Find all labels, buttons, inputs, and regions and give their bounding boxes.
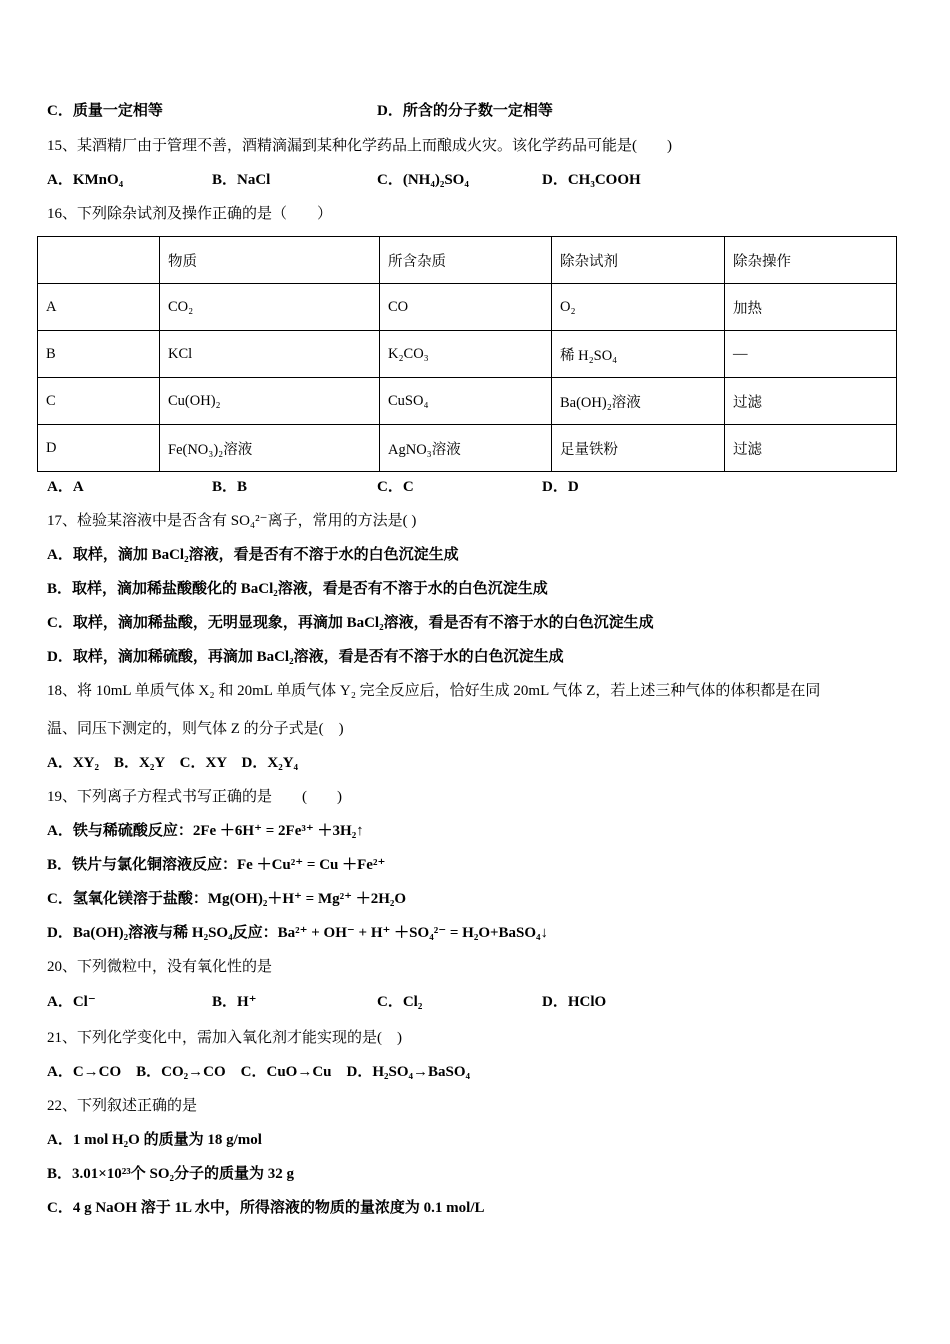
q14-option-c: C．质量一定相等 <box>47 103 163 119</box>
table-row <box>38 378 897 425</box>
table-cell: D <box>38 425 160 472</box>
table-cell: 稀 H₂SO₄ <box>552 331 725 378</box>
table-cell: B <box>38 331 160 378</box>
q20-option-c: C．Cl₂ <box>377 994 423 1010</box>
table-header-row <box>38 237 897 284</box>
q17-stem: 17、检验某溶液中是否含有 SO₄²⁻离子，常用的方法是( ) <box>47 513 417 529</box>
table-row <box>38 331 897 378</box>
q22-option-b: B．3.01×10²³个 SO₂分子的质量为 32 g <box>47 1166 295 1182</box>
q15-option-c: C．(NH₄)₂SO₄ <box>377 172 469 188</box>
q19-option-a: A．铁与稀硫酸反应：2Fe ＋6H⁺ = 2Fe³⁺ ＋3H₂↑ <box>47 823 364 839</box>
table-cell: CO <box>380 284 552 331</box>
table-cell: C <box>38 378 160 425</box>
table-cell: 除杂试剂 <box>552 237 725 284</box>
table-cell: Fe(NO₃)₂溶液 <box>160 425 380 472</box>
q19-option-d: D．Ba(OH)₂溶液与稀 H₂SO₄反应：Ba²⁺ + OH⁻ + H⁺ ＋SO₄²⁻ = H₂O+BaSO₄↓ <box>47 925 549 941</box>
table-cell: 足量铁粉 <box>552 425 725 472</box>
q15-option-a: A．KMnO₄ <box>47 172 124 188</box>
q15-option-d: D．CH₃COOH <box>542 172 641 188</box>
table-cell: O₂ <box>552 284 725 331</box>
q19-stem: 19、下列离子方程式书写正确的是 ( ) <box>47 789 342 805</box>
q17-option-d: D．取样，滴加稀硫酸，再滴加 BaCl₂溶液，看是否有不溶于水的白色沉淀生成 <box>47 649 564 665</box>
q17-option-b: B．取样，滴加稀盐酸酸化的 BaCl₂溶液，看是否有不溶于水的白色沉淀生成 <box>47 581 548 597</box>
q18-stem-cont: 温、同压下测定的，则气体 Z 的分子式是( ) <box>47 721 344 737</box>
table-cell: Cu(OH)₂ <box>160 378 380 425</box>
q14-option-d: D．所含的分子数一定相等 <box>377 103 553 119</box>
table-cell: A <box>38 284 160 331</box>
q22-option-c: C．4 g NaOH 溶于 1L 水中，所得溶液的物质的量浓度为 0.1 mol/L <box>47 1200 485 1216</box>
q20-option-a: A．Cl⁻ <box>47 994 96 1010</box>
q16-option-c: C．C <box>377 479 414 495</box>
table-cell: CO₂ <box>160 284 380 331</box>
q18-stem: 18、将 10mL 单质气体 X₂ 和 20mL 单质气体 Y₂ 完全反应后，恰好生成 20mL 气体 Z，若上述三种气体的体积都是在同 <box>47 683 821 699</box>
q18-options: A．XY₂ B．X₂Y C．XY D．X₂Y₄ <box>47 755 299 771</box>
q16-table <box>37 236 897 472</box>
table-cell: K₂CO₃ <box>380 331 552 378</box>
q15-option-b: B．NaCl <box>212 172 271 188</box>
q17-option-a: A．取样，滴加 BaCl₂溶液，看是否有不溶于水的白色沉淀生成 <box>47 547 459 563</box>
table-row <box>38 425 897 472</box>
table-cell: Ba(OH)₂溶液 <box>552 378 725 425</box>
q16-stem: 16、下列除杂试剂及操作正确的是（ ） <box>47 206 333 222</box>
table-row <box>38 284 897 331</box>
table-cell: — <box>725 331 897 378</box>
table-cell: 除杂操作 <box>725 237 897 284</box>
q16-option-d: D．D <box>542 479 579 495</box>
table-cell: 过滤 <box>725 378 897 425</box>
table-cell: 加热 <box>725 284 897 331</box>
table-cell <box>38 237 160 284</box>
q21-stem: 21、下列化学变化中，需加入氧化剂才能实现的是( ) <box>47 1030 402 1046</box>
table-cell: AgNO₃溶液 <box>380 425 552 472</box>
table-cell: 所含杂质 <box>380 237 552 284</box>
q15-stem: 15、某酒精厂由于管理不善，酒精滴漏到某种化学药品上而酿成火灾。该化学药品可能是( ) <box>47 138 672 154</box>
table-cell: KCl <box>160 331 380 378</box>
table-cell: 过滤 <box>725 425 897 472</box>
q19-option-b: B．铁片与氯化铜溶液反应：Fe ＋Cu²⁺ = Cu ＋Fe²⁺ <box>47 857 386 873</box>
q22-stem: 22、下列叙述正确的是 <box>47 1098 198 1114</box>
q21-options: A．C→CO B．CO₂→CO C．CuO→Cu D．H₂SO₄→BaSO₄ <box>47 1064 471 1080</box>
table-cell: CuSO₄ <box>380 378 552 425</box>
q20-option-d: D．HClO <box>542 994 607 1010</box>
q20-option-b: B．H⁺ <box>212 994 257 1010</box>
table-cell: 物质 <box>160 237 380 284</box>
q22-option-a: A．1 mol H₂O 的质量为 18 g/mol <box>47 1132 262 1148</box>
q19-option-c: C．氢氧化镁溶于盐酸：Mg(OH)₂＋H⁺ = Mg²⁺ ＋2H₂O <box>47 891 407 907</box>
q17-option-c: C．取样，滴加稀盐酸，无明显现象，再滴加 BaCl₂溶液，看是否有不溶于水的白色沉淀生成 <box>47 615 654 631</box>
q16-option-b: B．B <box>212 479 248 495</box>
q20-stem: 20、下列微粒中，没有氧化性的是 <box>47 959 273 975</box>
q16-option-a: A．A <box>47 479 84 495</box>
